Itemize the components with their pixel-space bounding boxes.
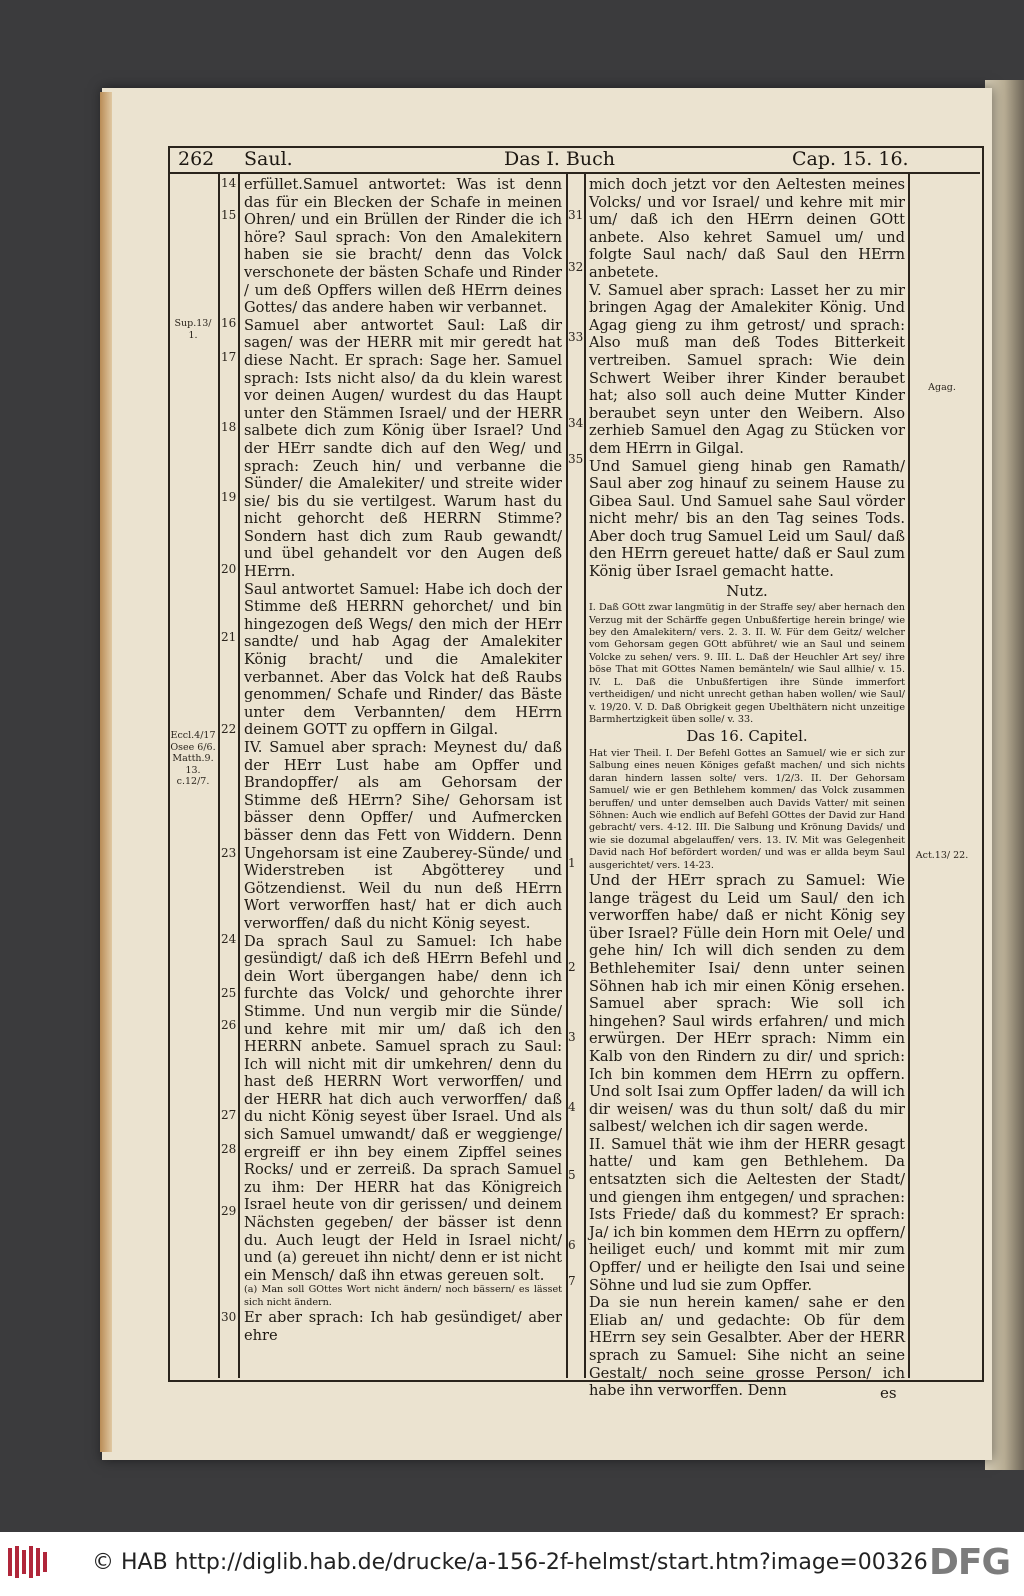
nutz-heading: Nutz. <box>726 581 768 600</box>
verse-number: 30 <box>221 1310 237 1324</box>
paragraph: Saul antwortet Samuel: Habe ich doch der Stimme deß HERRN gehorchet/ und bin hingezogen deß Wegs/ den mich der HErr sandte/ und hab Agag der Amalekiter König bracht/ und die Amalekiter verbannet. Aber das Volck hat deß Raubs genommen/ Schafe und Rinder/ das Bäste unter dem Verbannten/ dem HErrn deinem GOTT zu opffern in Gilgal. <box>244 580 562 739</box>
paragraph: mich doch jetzt vor den Aeltesten meines Volcks/ und vor Israel/ und kehre mit mir um/ daß ich den HErrn deinen GOtt anbete. Also kehret Samuel um/ und folgte Saul nach/ daß Saul den HErrn anbetete. <box>589 176 905 281</box>
verse-number: 21 <box>221 630 237 644</box>
verse-number: 19 <box>221 490 237 504</box>
verse-number: 22 <box>221 722 237 736</box>
paragraph: IV. Samuel aber sprach: Meynest du/ daß der HErr Lust habe am Opffer und Brandopffer/ als am Gehorsam der Stimme deß HErrn? Sihe/ Gehorsam ist bässer denn Opffer/ und Aufmercken bässer denn das Fett von Widdern. Denn Ungehorsam ist eine Zauberey-Sünde/ und Widerstreben ist Abgötterey und Götzendienst. Weil du nun deß HErrn Wort verworffen hast/ hat er dich auch verworffen/ daß du nicht König seyest. <box>244 739 562 932</box>
chapter-summary: Hat vier Theil. I. Der Befehl Gottes an Samuel/ wie er sich zur Salbung eines neuen Königes gefaßt machen/ und sich nichts daran hindern lassen solte/ vers. 1/2/3. II. Der Gehorsam Samuel/ wie er gen Bethlehem kommen/ das Volck zusammen beruffen/ und unter demselben auch Davids Vatter/ mit seinen Söhnen: Auch wie endlich auf Befehl GOttes der David zur Hand gebracht/ vers. 4-12. III. Die Salbung und Krönung Davids/ und wie sie dozumal abgelauffen/ vers. 13. IV. Mit was Gelegenheit David nach Hof befördert worden/ und was er allda beym Saul ausgerichtet/ vers. 14-23. <box>589 747 905 871</box>
running-header <box>172 148 980 172</box>
copyright-url[interactable]: © HAB http://diglib.hab.de/drucke/a-156-2f-helmst/start.htm?image=00326 <box>92 1550 928 1575</box>
footnote: (a) Man soll GOttes Wort nicht ändern/ noch bässern/ es lässet sich nicht ändern. <box>244 1284 562 1308</box>
right-margin-rule <box>908 172 910 1378</box>
verse-number: 16 <box>221 316 237 330</box>
verse-number: 15 <box>221 208 237 222</box>
paragraph: Und der HErr sprach zu Samuel: Wie lange trägest du Leid um Saul/ den ich verworffen habe/ daß er nicht König sey über Israel? Fülle dein Horn mit Oele/ und gehe hin/ Ich will dich senden zu dem Bethlehemiter Isai/ denn unter seinen Söhnen hab ich mir einen König ersehen. Samuel aber sprach: Wie soll ich hingehen? Saul wirds erfahren/ und mich erwürgen. Der HErr sprach: Nimm ein Kalb von den Rindern zu dir/ und sprich: Ich bin kommen dem HErrn zu opffern. Und solt Isai zum Opffer laden/ da will ich dir weisen/ was du thun solt/ daß du mir salbest/ welchen ich dir sagen werde. <box>589 871 905 1136</box>
verse-number: 35 <box>568 452 584 466</box>
verse-number: 17 <box>221 350 237 364</box>
header-rule <box>168 172 980 174</box>
verse-number: 2 <box>568 960 576 974</box>
catchword: es <box>880 1384 897 1402</box>
verse-number: 24 <box>221 932 237 946</box>
verse-number: 29 <box>221 1204 237 1218</box>
left-text-column <box>244 176 562 1344</box>
chapter-reference: Cap. 15. 16. <box>792 148 909 170</box>
left-running-title: Saul. <box>244 148 293 170</box>
paragraph: II. Samuel thät wie ihm der HERR gesagt hatte/ und kam gen Bethlehem. Da entsatzten sich die Aeltesten der Stadt/ und giengen ihm entgegen/ und sprachen: Ists Friede/ daß du kommest? Er sprach: Ja/ ich bin kommen dem HErrn zu opffern/ heiliget euch/ und kommt mit mir zum Opffer/ und er heiligte den Isai und seine Söhne und lud sie zum Opffer. <box>589 1135 905 1294</box>
margin-note-eccl: Eccl.4/17 Osee 6/6. Matth.9. 13. c.12/7. <box>170 730 216 787</box>
paragraph: erfüllet.Samuel antwortet: Was ist denn das für ein Blecken der Schafe in meinen Ohren/ und ein Brüllen der Rinder die ich höre? Saul sprach: Von den Amalekitern haben sie sie bracht/ denn das Volck verschonete der bästen Schafe und Rinder / um deß Opffers willen deß HErrn deines Gottes/ das andere haben wir verbannet. <box>244 176 562 317</box>
page-number: 262 <box>178 148 215 170</box>
footer-bar <box>0 1532 1024 1596</box>
verse-number: 32 <box>568 260 584 274</box>
hab-logo-icon <box>6 1544 50 1580</box>
dfg-logo: DFG <box>928 1542 1010 1583</box>
paragraph: Da sie nun herein kamen/ sahe er den Eliab an/ und gedachte: Ob für dem HErrn sey sein Gesalbter. Aber der HERR sprach zu Samuel: Sihe nicht an seine Gestalt/ noch seine grosse Person/ ich habe ihn verworffen. Denn <box>589 1294 905 1400</box>
paragraph: Samuel aber antwortet Saul: Laß dir sagen/ was der HERR mit mir geredt hat diese Nacht. Er sprach: Sage her. Samuel sprach: Ists nicht also/ da du klein warest vor deinen Augen/ wurdest du das Haupt unter den Stämmen Israel/ und der HERR salbete dich zum König über Israel? Und der HErr sandte dich auf den Weg/ und sprach: Zeuch hin/ und verbanne die Sünder/ die Amalekiter/ und streite wider sie/ bis du sie vertilgest. Warum hast du nicht gehorcht deß HERRN Stimme? Sondern hast dich zum Raub gewandt/ und übel gehandelt vor den Augen deß HErrn. <box>244 316 562 581</box>
margin-note-sup: Sup.13/ 1. <box>174 318 212 341</box>
verse-number: 27 <box>221 1108 237 1122</box>
verse-number: 33 <box>568 330 584 344</box>
verse-number: 4 <box>568 1100 576 1114</box>
paragraph: Da sprach Saul zu Samuel: Ich habe gesündigt/ daß ich deß HErrn Befehl und dein Wort übergangen habe/ denn ich furchte das Volck/ und gehorchte ihrer Stimme. Und nun vergib mir die Sünde/ und kehre mit mir um/ daß ich den HERRN anbete. Samuel sprach zu Saul: Ich will nicht mit dir umkehren/ denn du hast deß HERRN Wort verworffen/ und der HERR hat dich auch verworffen/ daß du nicht König seyest über Israel. Und als sich Samuel umwandt/ daß er weggienge/ ergreiff er ihn bey einem Zipffel seines Rocks/ und er zerreiß. Da sprach Samuel zu ihm: Der HERR hat das Königreich Israel heute von dir gerissen/ und deinem Nächsten gegeben/ der bässer ist denn du. Auch leugt der Held in Israel nicht/ und (a) gereuet ihn nicht/ denn er ist nicht ein Mensch/ daß ihn etwas gereuen solt. <box>244 932 562 1284</box>
paragraph: V. Samuel aber sprach: Lasset her zu mir bringen Agag der Amalekiter König. Und Agag gieng zu ihm getrost/ und sprach: Also muß man deß Todes Bitterkeit vertreiben. Samuel sprach: Wie dein Schwert Weiber ihrer Kinder beraubet hat; also soll auch deine Mutter Kinder beraubet seyn unter den Weibern. Also zerhieb Samuel den Agag zu Stücken vor dem HErrn in Gilgal. <box>589 281 905 457</box>
margin-note-agag: Agag. <box>928 382 956 393</box>
verse-number: 26 <box>221 1018 237 1032</box>
chapter-heading: Das 16. Capitel. <box>686 727 808 746</box>
right-text-column <box>589 176 905 1400</box>
book-title: Das I. Buch <box>504 148 616 170</box>
margin-note-acts: Act.13/ 22. <box>915 850 969 861</box>
paragraph-last-line: Er aber sprach: Ich hab gesündiget/ aber ehre <box>244 1309 562 1344</box>
left-margin-rule <box>218 172 220 1378</box>
verse-number: 3 <box>568 1030 576 1044</box>
verse-number: 20 <box>221 562 237 576</box>
verse-number: 7 <box>568 1274 576 1288</box>
center-rule-a <box>566 172 568 1378</box>
verse-number: 31 <box>568 208 584 222</box>
verse-number: 23 <box>221 846 237 860</box>
verse-number: 1 <box>568 856 576 870</box>
verse-number: 25 <box>221 986 237 1000</box>
verse-number: 18 <box>221 420 237 434</box>
page-gutter <box>100 92 112 1452</box>
center-rule-b <box>584 172 586 1378</box>
verse-number: 6 <box>568 1238 576 1252</box>
verse-number: 14 <box>221 176 237 190</box>
nutz-text: I. Daß GOtt zwar langmütig in der Straffe sey/ aber hernach den Verzug mit der Schärffe gegen Unbußfertige herein bringe/ wie bey den Amalekitern/ vers. 2. 3. II. W. Für dem Geitz/ welcher vom Gehorsam gegen GOtt abführet/ wie an Saul und seinem Volcke zu sehen/ vers. 9. III. L. Daß der Heuchler Art sey/ ihre böse That mit GOttes Namen bemänteln/ wie Saul allhie/ v. 15. IV. L. Daß die Unbußfertigen ihre Sünde immerfort vertheidigen/ und nicht unrecht gethan haben wollen/ wie Saul/ v. 19/20. V. D. Daß Obrigkeit gegen Ubelthätern nicht unzeitige Barmhertzigkeit üben solle/ v. 33. <box>589 602 905 725</box>
verse-number: 28 <box>221 1142 237 1156</box>
left-verse-rule <box>238 172 240 1378</box>
verse-number: 34 <box>568 416 584 430</box>
paragraph: Und Samuel gieng hinab gen Ramath/ Saul aber zog hinauf zu seinem Hause zu Gibea Saul. Und Samuel sahe Saul vörder nicht mehr/ bis an den Tag seines Tods. Aber doch trug Samuel Leid um Saul/ daß den HErrn gereuet hatte/ daß er Saul zum König über Israel gemacht hatte. <box>589 457 905 581</box>
verse-number: 5 <box>568 1168 576 1182</box>
